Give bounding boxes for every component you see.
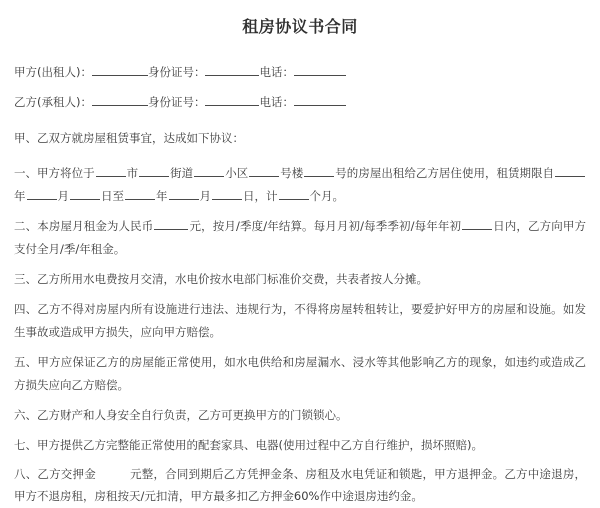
clause-item-5	[14, 351, 586, 396]
clause-4-text: 乙方不得对房屋内所有设施进行违法、违规行为，不得将房屋转租转让，要爱护好甲方的房屋和设施。如发生事故或造成甲方损失，应向甲方赔偿。	[14, 302, 586, 339]
clause-number-1: 一、	[14, 166, 38, 181]
clause-1-blank-unit[interactable]	[304, 165, 334, 177]
clause-1-blank-end-day[interactable]	[212, 188, 242, 200]
clause-1-seg-2: 街道	[170, 166, 194, 181]
clause-2-seg-2: 日内，乙方向甲方支付全月/季/年租金。	[14, 219, 586, 256]
clause-item-2	[14, 215, 586, 260]
clause-item-3	[14, 268, 586, 290]
clause-number-6: 六、	[14, 408, 37, 423]
landlord-phone-label: 电话：	[259, 65, 294, 80]
clause-2-seg-1: 元，按月/季度/年结算。每月月初/每季季初/每年年初	[189, 219, 462, 234]
clause-1-blank-city[interactable]	[96, 165, 126, 177]
party-line-landlord	[14, 65, 586, 81]
clause-2-blank-days[interactable]	[462, 218, 492, 230]
clause-1-seg-1: 市	[126, 166, 139, 181]
clause-1-seg-4: 号楼	[280, 166, 304, 181]
clause-1-blank-end-month[interactable]	[169, 188, 199, 200]
clause-1-seg-0: 甲方将位于	[37, 166, 95, 181]
clause-1-seg-10: 月	[199, 188, 211, 203]
clause-number-3: 三、	[14, 272, 37, 286]
clause-1-seg-12: 个月。	[309, 188, 344, 203]
tenant-phone-label: 电话：	[259, 94, 294, 109]
clause-1-blank-start-year[interactable]	[555, 165, 585, 177]
clause-number-4: 四、	[14, 302, 38, 317]
clause-list	[14, 162, 586, 507]
clause-2-blank-rent[interactable]	[154, 218, 188, 230]
clause-1-seg-8: 日至	[101, 188, 124, 203]
clause-1-blank-start-month[interactable]	[27, 188, 57, 200]
clause-number-5: 五、	[14, 355, 38, 370]
page-title: 租房协议书合同	[242, 17, 358, 36]
clause-item-1	[14, 162, 586, 207]
landlord-label: 甲方(出租人)：	[14, 65, 92, 80]
tenant-name-blank[interactable]	[92, 105, 148, 106]
clause-number-7: 七、	[14, 437, 37, 452]
clause-6-text: 乙方财产和人身安全自行负责，乙方可更换甲方的门锁锁心。	[37, 408, 348, 423]
document-page	[0, 17, 600, 506]
tenant-id-label: 身份证号：	[147, 94, 206, 109]
landlord-name-blank[interactable]	[92, 75, 148, 76]
clause-2-seg-0: 本房屋月租金为人民币	[37, 219, 154, 234]
clause-item-6	[14, 404, 586, 426]
clause-1-seg-3: 小区	[225, 166, 249, 181]
clause-1-seg-5: 号的房屋出租给乙方居住使用，租赁期限自	[335, 166, 555, 181]
landlord-id-blank[interactable]	[205, 75, 259, 76]
clause-1-blank-community[interactable]	[194, 165, 224, 177]
clause-number-2: 二、	[14, 219, 38, 234]
clause-8-seg-0: 乙方交押金	[37, 466, 96, 481]
clause-1-seg-7: 月	[57, 188, 69, 203]
agreement-intro: 甲、乙双方就房屋租赁事宜，达成如下协议：	[14, 131, 244, 146]
clause-5-text: 甲方应保证乙方的房屋能正常使用，如水电供给和房屋漏水、浸水等其他影响乙方的现象，如违约或造成乙方损失应向乙方赔偿。	[14, 355, 586, 392]
party-line-tenant	[14, 95, 586, 111]
clause-item-7	[14, 434, 586, 456]
clause-3-text: 乙方所用水电费按月交清，水电价按水电部门标准价交费，共表者按人分摊。	[37, 272, 428, 286]
landlord-phone-blank[interactable]	[294, 75, 346, 76]
landlord-id-label: 身份证号：	[147, 65, 206, 80]
tenant-label: 乙方(承租人)：	[14, 94, 92, 109]
clause-1-seg-9: 年	[156, 188, 168, 203]
clause-1-blank-end-year[interactable]	[125, 188, 155, 200]
clause-item-4	[14, 298, 586, 343]
clause-8-seg-1: 元整，合同到期后乙方凭押金条、房租及水电凭证和锁匙，甲方退押金。乙方中途退房，甲方不退房租，房租按天/元扣清，甲方最多扣乙方押金60%作中途退房违约金。	[14, 466, 586, 504]
tenant-phone-blank[interactable]	[294, 105, 346, 106]
clause-item-8	[14, 463, 586, 508]
clause-1-seg-6: 年	[14, 188, 26, 203]
clause-7-text: 甲方提供乙方完整能正常使用的配套家具、电器(使用过程中乙方自行维护，损坏照赔)。	[37, 437, 483, 452]
clause-number-8: 八、	[14, 466, 38, 481]
clause-1-blank-start-day[interactable]	[70, 188, 100, 200]
clause-1-blank-months[interactable]	[279, 188, 309, 200]
tenant-id-blank[interactable]	[205, 105, 259, 106]
clause-1-blank-building[interactable]	[249, 165, 279, 177]
parties-block	[14, 65, 586, 110]
clause-1-seg-11: 日，计	[243, 188, 278, 203]
clause-1-blank-street[interactable]	[139, 165, 169, 177]
